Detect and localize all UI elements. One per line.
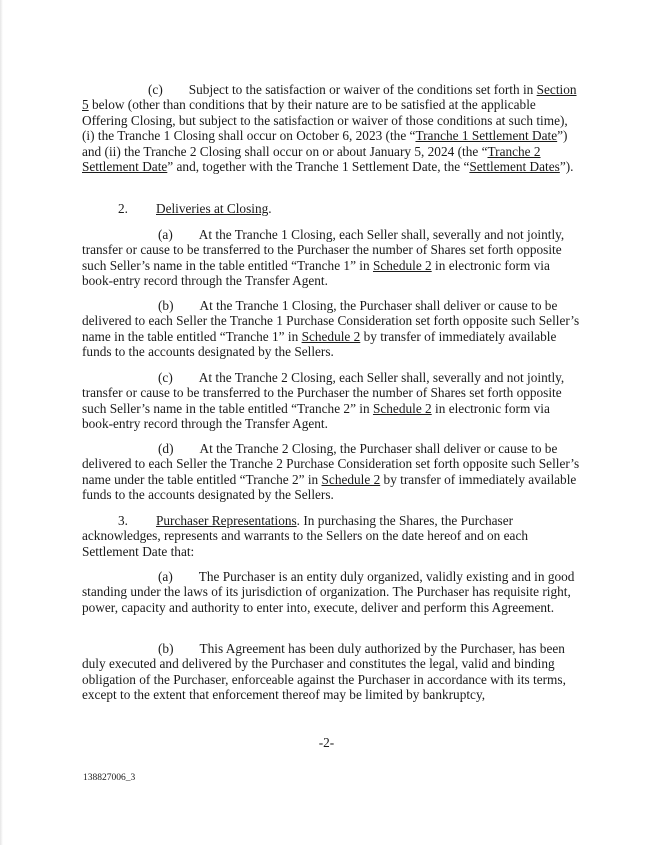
section-3-title: Purchaser Representations [155, 513, 297, 528]
paragraph-2d-text-2: by transfer of immediately available funds to the accounts designated by the Sellers. [82, 471, 577, 503]
paragraph-2a-text-1: At the Tranche 1 Closing, each Seller shall, severally and not jointly, transfer or cause to be transferred to the Purchaser the number of Shares set forth opposite such Seller’s name in the table entitled “Tranche 1” in [82, 227, 565, 273]
paragraph-3a-text: The Purchaser is an entity duly organized, validly existing and in good standing under the laws of its jurisdiction of organization. The Purchaser has requisite right, power, capacity and authority to enter into, execute, deliver and perform this Agreement. [82, 569, 575, 615]
schedule-2-reference: Schedule 2 [321, 471, 381, 487]
paragraph-2a-label: (a) [158, 227, 173, 242]
page-number: -2- [318, 735, 335, 750]
paragraph-2b [82, 298, 580, 360]
section-2-title: Deliveries at Closing [155, 201, 269, 216]
paragraph-1c [82, 82, 580, 174]
paragraph-1c-text-4: ” and, together with the Tranche 1 Settlement Date, the “ [167, 159, 470, 175]
section-2-title-period: . [268, 201, 272, 216]
paragraph-2b-label: (b) [158, 298, 174, 313]
paragraph-2c [82, 370, 580, 432]
section-2-number: 2. [118, 201, 128, 216]
section-3 [82, 513, 580, 559]
tranche-1-settlement-date-term: Tranche 1 Settlement Date [415, 128, 558, 144]
schedule-2-reference: Schedule 2 [301, 328, 361, 344]
paragraph-2c-text-1: At the Tranche 2 Closing, each Seller shall, severally and not jointly, transfer or cause to be transferred to the Purchaser the number of Shares set forth opposite such Seller’s name in the table entitled “Tranche 2” in [82, 370, 565, 416]
tranche-2-settlement-date-term: Tranche 2 Settlement Date [82, 143, 541, 175]
paragraph-3a-label: (a) [158, 569, 173, 584]
paragraph-3a [82, 569, 580, 615]
section-2-heading [82, 201, 580, 216]
paragraph-1c-label: (c) [148, 82, 163, 97]
paragraph-3b-text: This Agreement has been duly authorized by the Purchaser, has been duly executed and delivered by the Purchaser and constitutes the legal, valid and binding obligation of the Purchaser, enforceable against the Purchaser in accordance with its terms, except to the extent that enforcement thereof may be limited by bankruptcy, [82, 641, 566, 703]
schedule-2-reference: Schedule 2 [372, 257, 432, 273]
paragraph-3b [82, 641, 580, 703]
paragraph-1c-text-2: below (other than conditions that by their nature are to be satisfied at the applicable Offering Closing, but subject to the satisfaction or waiver of those conditions at such time), (i) the Tranche 1 Closing shall occur on October 6, 2023 (the “ [82, 97, 568, 144]
section-3-text: . In purchasing the Shares, the Purchaser acknowledges, represents and warrants to the Sellers on the date hereof and on each Settlement Date that: [82, 513, 529, 559]
paragraph-3b-label: (b) [158, 641, 174, 656]
paragraph-2a [82, 227, 580, 289]
paragraph-1c-text-5: ”). [559, 159, 574, 175]
schedule-2-reference: Schedule 2 [372, 400, 432, 416]
paragraph-2d [82, 441, 580, 503]
settlement-dates-term: Settlement Dates [469, 159, 560, 175]
scan-edge-shadow [0, 0, 3, 845]
paragraph-2d-text-1: At the Tranche 2 Closing, the Purchaser shall deliver or cause to be delivered to each Seller the Tranche 2 Purchase Consideration set forth opposite such Seller’s name under the table entitled “Tranche 2” in [82, 441, 580, 487]
paragraph-2b-text-1: At the Tranche 1 Closing, the Purchaser shall deliver or cause to be delivered to each Seller the Tranche 1 Purchase Consideration set forth opposite such Seller’s name in the table entitled “Tranche 1” in [82, 298, 580, 344]
paragraph-2b-text-2: by transfer of immediately available funds to the accounts designated by the Sellers. [82, 328, 557, 360]
document-id: 138827006_3 [83, 773, 136, 783]
section-3-number: 3. [118, 513, 128, 528]
section-5-reference: Section 5 [82, 82, 577, 113]
paragraph-1c-text-1: Subject to the satisfaction or waiver of the conditions set forth in [188, 82, 537, 97]
paragraph-2c-label: (c) [158, 370, 173, 385]
paragraph-1c-text-3: ”) and (ii) the Tranche 2 Closing shall occur on or about January 5, 2024 (the “ [82, 128, 568, 159]
paragraph-2d-label: (d) [158, 441, 174, 456]
paragraph-2a-text-2: in electronic form via book-entry record through the Transfer Agent. [82, 257, 550, 289]
paragraph-2c-text-2: in electronic form via book-entry record through the Transfer Agent. [82, 400, 550, 432]
